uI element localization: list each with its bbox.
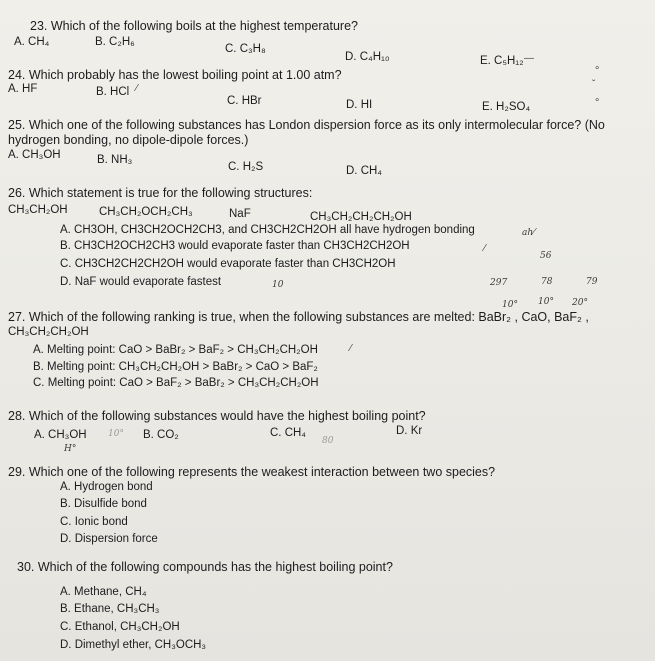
q23-option-b[interactable]: B. C₂H₆ <box>95 36 135 48</box>
q30-option-a[interactable]: A. Methane, CH₄ <box>60 586 147 598</box>
handwritten-number: 10 <box>272 280 284 290</box>
q24-option-a[interactable]: A. HF <box>8 83 38 95</box>
q23-option-c[interactable]: C. C₃H₈ <box>225 43 266 55</box>
q30-prompt: 30. Which of the following compounds has the highest boiling point? <box>17 560 393 574</box>
q23-option-d[interactable]: D. C₄H₁₀ <box>345 51 390 63</box>
q28-prompt: 28. Which of the following substances would have the highest boiling point? <box>8 409 426 423</box>
q24-option-c[interactable]: C. HBr <box>227 95 262 107</box>
pen-dash-mark: ⁄ <box>136 83 138 94</box>
q26-option-d[interactable]: D. NaF would evaporate fastest <box>60 276 222 288</box>
q29-option-b[interactable]: B. Disulfide bond <box>60 498 147 510</box>
q26-structure-diethyl-ether: CH₃CH₂OCH₂CH₃ <box>99 206 193 218</box>
q27-option-a[interactable]: A. Melting point: CaO > BaBr₂ > BaF₂ > CH₃CH₂CH₂OH <box>33 344 318 356</box>
q28-option-a[interactable]: A. CH₃OH <box>34 429 87 441</box>
handwritten-number: H° <box>64 444 77 454</box>
pen-dash-mark: — <box>524 53 534 64</box>
handwritten-number: 10° <box>538 297 554 307</box>
pen-dash-mark: ⁄ <box>350 343 352 354</box>
q28-option-d[interactable]: D. Kr <box>396 425 423 437</box>
q28-option-b[interactable]: B. CO₂ <box>143 429 179 441</box>
q25-prompt-line2: hydrogen bonding, no dipole-dipole forces.) <box>8 133 249 147</box>
q24-option-b[interactable]: B. HCl <box>96 86 130 98</box>
q24-option-e[interactable]: E. H₂SO₄ <box>482 101 531 113</box>
q23-option-e[interactable]: E. C₅H₁₂ <box>480 55 524 67</box>
q24-option-d[interactable]: D. HI <box>346 99 373 111</box>
q23-prompt: 23. Which of the following boils at the highest temperature? <box>30 19 358 33</box>
q25-option-a[interactable]: A. CH₃OH <box>8 149 61 161</box>
q25-option-c[interactable]: C. H₂S <box>228 161 264 173</box>
q29-option-c[interactable]: C. Ionic bond <box>60 516 128 528</box>
q27-prompt-line2: CH₃CH₂CH₂OH <box>8 326 89 338</box>
q27-option-b[interactable]: B. Melting point: CH₃CH₂CH₂OH > BaBr₂ > CaO > BaF₂ <box>33 361 318 373</box>
pen-dot-mark: ˇ <box>592 79 596 90</box>
q26-option-b[interactable]: B. CH3CH2OCH2CH3 would evaporate faster than CH3CH2CH2OH <box>60 240 410 252</box>
handwritten-number: 20° <box>572 298 588 308</box>
q27-prompt-line1: 27. Which of the following ranking is true, when the following substances are melted: BaBr₂ , CaO, BaF₂ , <box>8 310 589 324</box>
q26-option-a[interactable]: A. CH3OH, CH3CH2OCH2CH3, and CH3CH2CH2OH all have hydrogen bonding <box>60 224 475 236</box>
handwritten-number: 10° <box>108 429 124 439</box>
q29-prompt: 29. Which one of the following represents the weakest interaction between two species? <box>8 465 496 479</box>
q29-option-d[interactable]: D. Dispersion force <box>60 533 158 545</box>
pen-dot-mark: ∘ <box>594 63 601 74</box>
q30-option-b[interactable]: B. Ethane, CH₃CH₃ <box>60 603 160 615</box>
q26-structure-naf: NaF <box>229 208 251 220</box>
q27-option-c[interactable]: C. Melting point: CaO > BaF₂ > BaBr₂ > CH₃CH₂CH₂OH <box>33 377 319 389</box>
q30-option-d[interactable]: D. Dimethyl ether, CH₃OCH₃ <box>60 639 207 651</box>
q25-option-b[interactable]: B. NH₃ <box>97 154 133 166</box>
pen-dash-mark: ⁄ <box>484 243 486 254</box>
pen-dot-mark: ∘ <box>594 95 601 106</box>
q25-prompt-line1: 25. Which one of the following substances has London dispersion force as its only intermolecular force? (No <box>8 118 605 132</box>
handwritten-number: 297 <box>490 278 508 288</box>
handwritten-number: 10° <box>502 300 518 310</box>
handwritten-number: 78 <box>541 277 553 287</box>
q26-structure-ethanol: CH₃CH₂OH <box>8 204 68 216</box>
q30-option-c[interactable]: C. Ethanol, CH₃CH₂OH <box>60 621 180 633</box>
q23-option-a[interactable]: A. CH₄ <box>14 36 50 48</box>
q28-option-c[interactable]: C. CH₄ <box>270 427 306 439</box>
handwritten-number: 80 <box>322 436 334 446</box>
q26-option-c[interactable]: C. CH3CH2CH2CH2OH would evaporate faster than CH3CH2OH <box>60 258 396 270</box>
q26-structure-butanol: CH₃CH₂CH₂CH₂OH <box>310 211 412 223</box>
q29-option-a[interactable]: A. Hydrogen bond <box>60 481 153 493</box>
q25-option-d[interactable]: D. CH₄ <box>346 165 382 177</box>
q24-prompt: 24. Which probably has the lowest boiling point at 1.00 atm? <box>8 68 342 82</box>
q26-prompt: 26. Which statement is true for the following structures: <box>8 186 313 200</box>
handwritten-number: 79 <box>586 277 598 287</box>
handwritten-number: 56 <box>540 251 552 261</box>
handwritten-mark: ah⁄ <box>522 228 535 238</box>
